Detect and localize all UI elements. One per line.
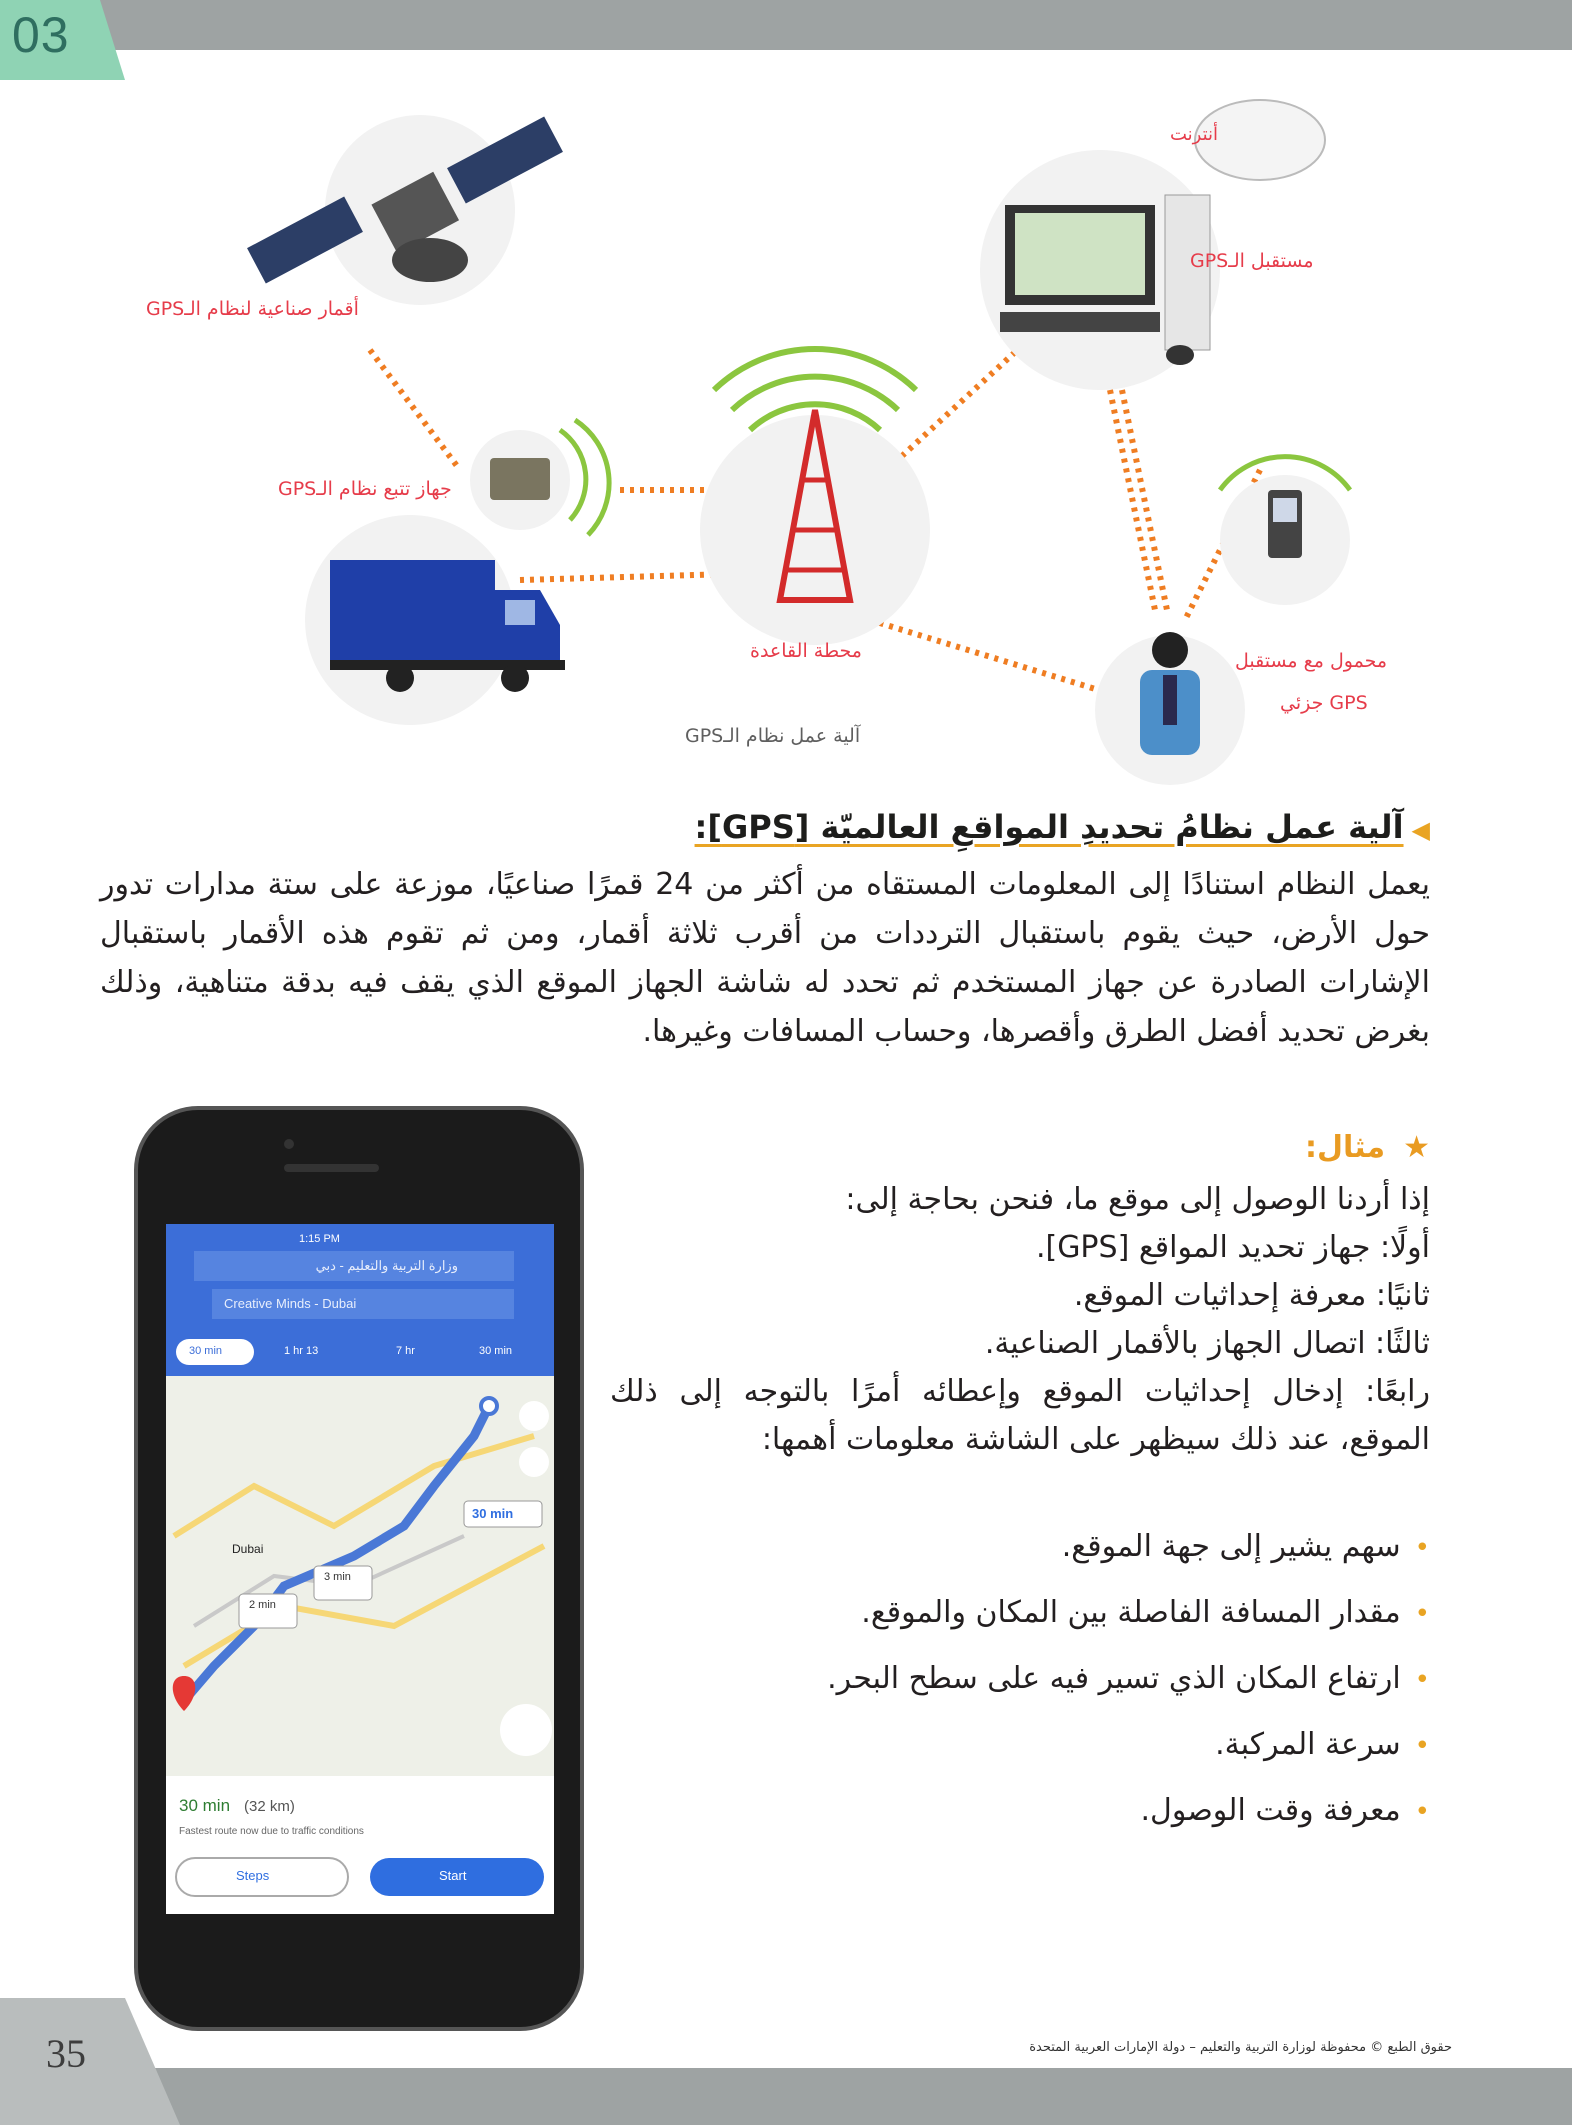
gps-receiver-computer-icon <box>980 150 1220 390</box>
bullet-text: معرفة وقت الوصول. <box>1140 1793 1401 1828</box>
page-number: 35 <box>46 2031 86 2076</box>
steps-button[interactable]: Steps <box>236 1868 270 1883</box>
diagram-graphics <box>100 80 1400 800</box>
bullet-text: سرعة المركبة. <box>1215 1727 1401 1762</box>
gps-tracker-icon <box>470 420 609 535</box>
section-body: يعمل النظام استنادًا إلى المعلومات المستقاه من أكثر من 24 قمرًا صناعيًا، موزعة على ستة مدارات تدور حول الأرض، حيث يقوم باستقبال الترددات من أقرب ثلاثة أقمار، ومن ثم تقوم هذه الأقمار باستقبال الإشارات الصادرة عن جهاز المستخدم ثم تحدد له شاشة الجهاز الموقع الذي يقف فيه بدقة متناهية، وذلك بغرض تحديد أفضل الطرق وأقصرها، وحساب المسافات وغيرها. <box>100 867 1430 1049</box>
link-base-mobile <box>870 620 1115 695</box>
map-route-badge: 30 min <box>472 1506 514 1521</box>
mode-ride[interactable]: 30 min <box>479 1345 513 1357</box>
bullet-dot-icon: • <box>1414 1533 1430 1563</box>
mobile-phone-icon <box>1220 457 1350 605</box>
copyright-text: حقوق الطبع © محفوظة لوزارة التربية والتعليم – دولة الإمارات العربية المتحدة <box>1029 2040 1452 2055</box>
link-receiver-mobile <box>1110 390 1155 610</box>
truck-icon <box>305 515 565 725</box>
bullet-item <box>610 1778 1430 1844</box>
footer-page-tab <box>0 1998 180 2125</box>
label-base-station: محطة القاعدة <box>750 640 862 662</box>
section-heading-text: آلية عمل نظامُ تحديدِ المواقعِ العالميّة [GPS]: <box>694 808 1404 846</box>
gps-diagram <box>100 80 1400 800</box>
example-bullets <box>610 1514 1430 1844</box>
bullet-dot-icon: • <box>1414 1665 1430 1695</box>
map-alt-route-1: 2 min <box>249 1599 276 1611</box>
summary-note: Fastest route now due to traffic conditions <box>179 1826 364 1837</box>
header-bar <box>0 0 1572 50</box>
footer-bar <box>0 2068 1572 2125</box>
bullet-item <box>610 1514 1430 1580</box>
map-city-label: Dubai <box>232 1542 264 1556</box>
bullet-dot-icon: • <box>1414 1599 1430 1629</box>
example-title <box>1305 1130 1430 1165</box>
base-station-icon <box>700 349 930 645</box>
bullet-dot-icon: • <box>1414 1731 1430 1761</box>
phone-mockup <box>134 1106 584 2031</box>
mode-walk[interactable]: 7 hr <box>396 1345 415 1357</box>
example-line: رابعًا: إدخال إحداثيات الموقع وإعطائه أمرًا بالتوجه إلى ذلك الموقع، عند ذلك سيظهر على الشاشة معلومات أهمها: <box>610 1374 1430 1457</box>
section-heading <box>695 808 1430 846</box>
diagram-caption: آلية عمل نظام الـGPS <box>685 725 861 747</box>
example-line: ثانيًا: معرفة إحداثيات الموقع. <box>1073 1278 1430 1313</box>
bullet-dot-icon: • <box>1414 1797 1430 1827</box>
phone-status-time: 1:15 PM <box>299 1233 340 1245</box>
bullet-text: سهم يشير إلى جهة الموقع. <box>1061 1529 1401 1564</box>
label-gps-receiver: مستقبل الـGPS <box>1190 250 1314 272</box>
phone-graphics <box>134 1106 584 2031</box>
bullet-item <box>610 1580 1430 1646</box>
bullet-item <box>610 1712 1430 1778</box>
chapter-number: 03 <box>12 7 70 63</box>
start-button[interactable]: Start <box>439 1868 467 1883</box>
bullet-text: مقدار المسافة الفاصلة بين المكان والموقع. <box>861 1595 1401 1630</box>
star-icon: ★ <box>1403 1130 1430 1165</box>
satellite-icon <box>247 115 563 305</box>
label-gps-tracker: جهاز تتبع نظام الـGPS <box>278 478 452 500</box>
mode-transit[interactable]: 1 hr 13 <box>284 1345 319 1357</box>
label-mobile-line2: GPS جزئي <box>1280 692 1368 714</box>
example-line: ثالثًا: اتصال الجهاز بالأقمار الصناعية. <box>984 1326 1430 1361</box>
link-satellite-tracker <box>370 350 460 470</box>
phone-from-field[interactable]: وزارة التربية والتعليم - دبي <box>315 1258 458 1273</box>
summary-time: 30 min <box>179 1796 231 1815</box>
example-line: إذا أردنا الوصول إلى موقع ما، فنحن بحاجة إلى: <box>845 1182 1430 1217</box>
mode-drive[interactable]: 30 min <box>189 1345 223 1357</box>
man-with-device-icon <box>1095 632 1245 785</box>
heading-arrow-icon: ◀ <box>1411 816 1430 844</box>
summary-distance: (32 km) <box>244 1798 295 1815</box>
map-alt-route-2: 3 min <box>324 1571 351 1583</box>
label-mobile-line1: محمول مع مستقبل <box>1235 650 1388 672</box>
example-lines <box>610 1176 1430 1464</box>
label-satellites: أقمار صناعية لنظام الـGPS <box>146 298 359 320</box>
phone-to-field[interactable]: Creative Minds - Dubai <box>224 1296 357 1311</box>
bullet-text: ارتفاع المكان الذي تسير فيه على سطح البحر. <box>827 1661 1401 1696</box>
example-line: أولًا: جهاز تحديد المواقع [GPS]. <box>1035 1230 1430 1265</box>
bullet-item <box>610 1646 1430 1712</box>
example-title-text: مثال: <box>1304 1130 1386 1165</box>
label-internet: أنترنت <box>1170 124 1219 145</box>
